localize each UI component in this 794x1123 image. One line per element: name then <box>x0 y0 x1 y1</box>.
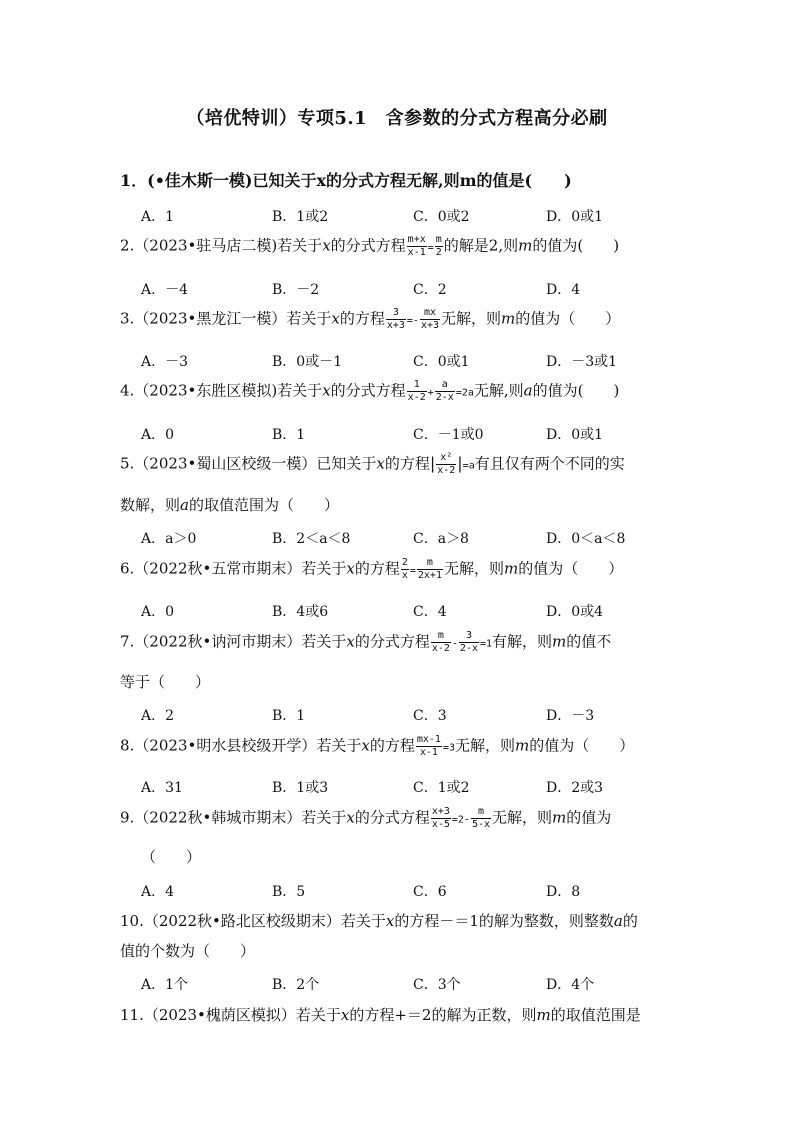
option-b: B．1 <box>272 427 306 443</box>
question-3: 3.（2023•黑龙江一模）若关于x的方程 $\frac{3}{x+3}$ =- $\frac{mx}{x+3}$ 无解，则m的值为（ ） <box>120 307 621 331</box>
option-c: C．2 <box>413 282 447 298</box>
question-3-options <box>141 351 681 371</box>
question-9-options <box>141 881 681 901</box>
option-a: A．1 <box>141 209 175 225</box>
fraction: $\frac{m}{x-2}$ <box>431 630 450 654</box>
option-d: D．4个 <box>546 977 595 993</box>
fraction: $\frac{mx}{x+3}$ <box>420 307 439 331</box>
question-1: 1．(•佳木斯一模)已知关于x的分式方程无解,则m的值是( ) <box>120 171 572 190</box>
option-c: C．0或1 <box>413 354 470 370</box>
option-a: A．2 <box>141 708 175 724</box>
question-7-line-2: 等于（ ） <box>120 673 211 691</box>
option-d: D．－3或1 <box>546 354 618 370</box>
question-8: 8.（2023•明水县校级开学）若关于x的方程 $\frac{mx-1}{x-1}$ =3无解，则m的值为（ ） <box>120 734 635 758</box>
question-11: 11.（2023•槐荫区模拟）若关于x的方程+＝2的解为正数，则m的取值范围是 <box>120 1006 641 1024</box>
question-1-options <box>141 206 681 226</box>
fraction: $\frac{m+x}{x-1}$ <box>407 234 426 258</box>
option-a: A．0 <box>141 427 175 443</box>
option-c: C．4 <box>413 604 447 620</box>
option-d: D．0或1 <box>546 427 604 443</box>
question-2: 2.（2023•驻马店二模)若关于x的分式方程 $\frac{m+x}{x-1}$ = $\frac{m}{2}$ 的解是2,则m的值为( ) <box>120 234 620 258</box>
question-5: 5.（2023•蜀山区校级一模）已知关于x的方程| $\frac{\text{x²}}{x-2}$ |=a有且仅有两个不同的实 <box>120 452 625 476</box>
question-8-options <box>141 777 681 797</box>
question-4: 4.（2023•东胜区模拟)若关于x的分式方程 $\frac{1}{x-2}$ + $\frac{a}{2-x}$ =2a无解,则a的值为( ) <box>120 379 620 403</box>
question-9: 9.（2022秋•韩城市期末）若关于x的分式方程 $\frac{x+3}{x-5}$ =2- $\frac{m}{5-x}$ 无解，则m的值为 <box>120 806 612 830</box>
fraction: $\frac{1}{x-2}$ <box>407 379 426 403</box>
fraction: $\frac{m}{2}$ <box>435 234 442 258</box>
option-d: D．4 <box>546 282 581 298</box>
option-a: A．a＞0 <box>141 531 197 547</box>
option-d: D．－3 <box>546 708 595 724</box>
question-6-options <box>141 601 681 621</box>
option-b: B．1或3 <box>272 780 329 796</box>
option-b: B．4或6 <box>272 604 329 620</box>
option-d: D．0或1 <box>546 209 604 225</box>
option-a: A．4 <box>141 884 175 900</box>
page-title: （培优特训）专项5.1 含参数的分式方程高分必刷 <box>186 108 608 129</box>
fraction: $\frac{3}{x+3}$ <box>386 307 405 331</box>
fraction: $\frac{\text{x²}}{x-2}$ <box>437 452 456 476</box>
fraction: $\frac{m}{5-x}$ <box>471 806 491 830</box>
option-a: A．－3 <box>141 354 189 370</box>
fraction: $\frac{x+3}{x-5}$ <box>431 806 450 830</box>
fraction: $\frac{3}{2-x}$ <box>459 630 478 654</box>
question-10-options <box>141 974 681 994</box>
option-b: B．－2 <box>272 282 320 298</box>
question-5-options <box>141 528 681 548</box>
fraction: $\frac{mx-1}{x-1}$ <box>416 734 441 758</box>
fraction: $\frac{2}{x}$ <box>401 557 408 581</box>
option-c: C．－1或0 <box>413 427 484 443</box>
option-d: D．2或3 <box>546 780 604 796</box>
option-c: C．0或2 <box>413 209 470 225</box>
question-10-line-2: 值的个数为（ ） <box>120 942 256 960</box>
question-2-options <box>141 279 681 299</box>
question-4-options <box>141 424 681 444</box>
option-c: C．a＞8 <box>413 531 469 547</box>
question-7-options <box>141 705 681 725</box>
question-5-line-2: 数解，则a的取值范围为（ ） <box>120 496 339 514</box>
option-d: D．0或4 <box>546 604 604 620</box>
question-10: 10.（2022秋•路北区校级期末）若关于x的方程－＝1的解为整数，则整数a的 <box>120 912 638 930</box>
fraction: $\frac{a}{2-x}$ <box>435 379 454 403</box>
option-d: D．0＜a＜8 <box>546 531 626 547</box>
question-7: 7.（2022秋•讷河市期末）若关于x的分式方程 $\frac{m}{x-2}$ - $\frac{3}{2-x}$ =1有解，则m的值不 <box>120 630 612 654</box>
option-b: B．5 <box>272 884 306 900</box>
option-c: C．3个 <box>413 977 461 993</box>
fraction: $\frac{m}{2x+1}$ <box>417 557 442 581</box>
option-c: C．3 <box>413 708 447 724</box>
option-b: B．1或2 <box>272 209 329 225</box>
question-9-line-2: （ ） <box>141 848 202 866</box>
option-c: C．1或2 <box>413 780 470 796</box>
option-b: B．0或－1 <box>272 354 343 370</box>
option-b: B．2个 <box>272 977 320 993</box>
option-b: B．2＜a＜8 <box>272 531 351 547</box>
question-6: 6.（2022秋•五常市期末）若关于x的方程 $\frac{2}{x}$ = $\frac{m}{2x+1}$ 无解，则m的值为（ ） <box>120 557 624 581</box>
option-a: A．1个 <box>141 977 189 993</box>
option-b: B．1 <box>272 708 306 724</box>
option-c: C．6 <box>413 884 447 900</box>
option-a: A．0 <box>141 604 175 620</box>
option-d: D．8 <box>546 884 581 900</box>
option-a: A．31 <box>141 780 183 796</box>
option-a: A．－4 <box>141 282 189 298</box>
